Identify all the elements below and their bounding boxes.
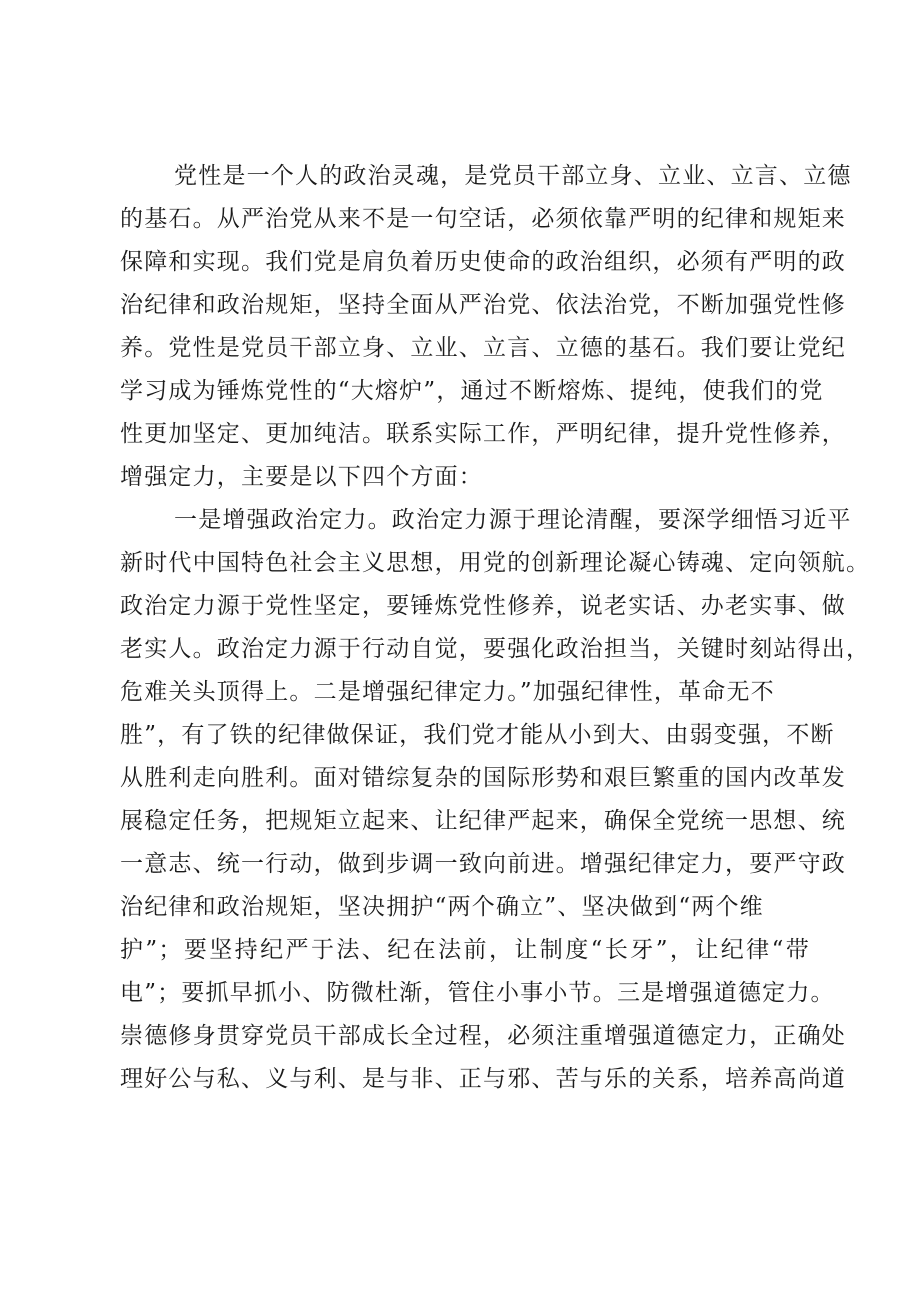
text-line: 理好公与私、义与利、是与非、正与邪、苦与乐的关系，培养高尚道 (120, 1066, 846, 1092)
text-line: 治纪律和政治规矩，坚持全面从严治党、依法治党，不断加强党性修 (120, 292, 846, 318)
text-line: 胜”，有了铁的纪律做保证，我们党才能从小到大、由弱变强，不断 (120, 722, 835, 748)
text-line: 保障和实现。我们党是肩负着历史使命的政治组织，必须有严明的政 (120, 249, 846, 275)
text-line: 一意志、统一行动，做到步调一致向前进。增强纪律定力，要严守政 (120, 851, 846, 877)
text-line: 护”；要坚持纪严于法、纪在法前，让制度“长牙”，让纪律“带 (120, 937, 810, 963)
text-line: 的基石。从严治党从来不是一句空话，必须依靠严明的纪律和规矩来 (120, 206, 846, 232)
text-line: 性更加坚定、更加纯洁。联系实际工作，严明纪律，提升党性修养， (120, 421, 846, 447)
text-line: 电”；要抓早抓小、防微杜渐，管住小事小节。三是增强道德定力。 (120, 980, 835, 1006)
text-line: 养。党性是党员干部立身、立业、立言、立德的基石。我们要让党纪 (120, 335, 846, 361)
text-line: 展稳定任务，把规矩立起来、让纪律严起来，确保全党统一思想、统 (120, 808, 846, 834)
text-line: 崇德修身贯穿党员干部成长全过程，必须注重增强道德定力，正确处 (120, 1023, 846, 1049)
text-line: 从胜利走向胜利。面对错综复杂的国际形势和艰巨繁重的国内改革发 (120, 765, 846, 791)
text-line: 政治定力源于党性坚定，要锤炼党性修养，说老实话、办老实事、做 (120, 593, 846, 619)
text-line: 危难关头顶得上。二是增强纪律定力。”加强纪律性，革命无不 (120, 679, 775, 705)
text-line: 增强定力，主要是以下四个方面： (120, 464, 483, 490)
text-line: 学习成为锤炼党性的“大熔炉”，通过不断熔炼、提纯，使我们的党 (120, 378, 824, 404)
text-line: 党性是一个人的政治灵魂，是党员干部立身、立业、立言、立德 (174, 163, 852, 189)
text-line: 一是增强政治定力。政治定力源于理论清醒，要深学细悟习近平 (174, 507, 852, 533)
text-line: 治纪律和政治规矩，坚决拥护“两个确立”、坚决做到“两个维 (120, 894, 764, 920)
text-line: 新时代中国特色社会主义思想，用党的创新理论凝心铸魂、定向领航。 (120, 550, 871, 576)
text-line: 老实人。政治定力源于行动自觉，要强化政治担当，关键时刻站得出， (120, 636, 871, 662)
